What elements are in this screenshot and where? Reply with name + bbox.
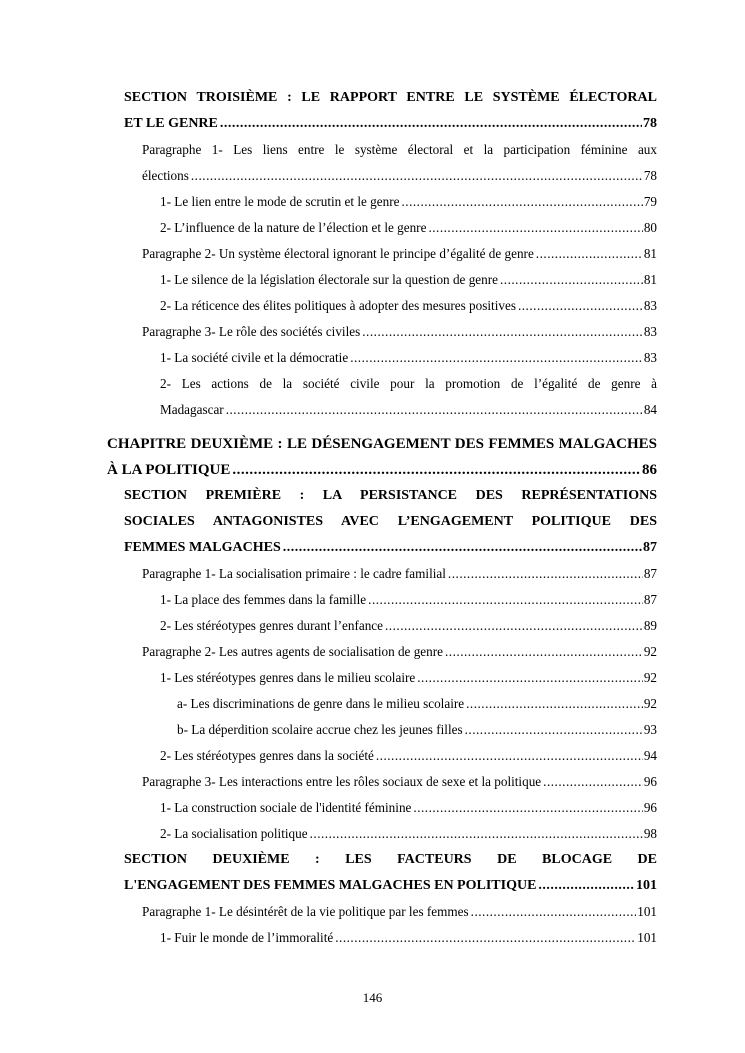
toc-page-number: 78: [643, 168, 657, 183]
toc-page-number: 87: [643, 592, 657, 607]
toc-leader-dots: [310, 821, 643, 847]
toc-subentry[interactable]: [0, 345, 745, 371]
toc-subentry[interactable]: [0, 925, 745, 951]
toc-page-number: 96: [643, 774, 657, 789]
toc-page-number: 87: [643, 566, 657, 581]
toc-page-number: 93: [643, 722, 657, 737]
toc-page-number: 98: [643, 826, 657, 841]
toc-subentry[interactable]: [0, 215, 745, 241]
toc-entry-title: CHAPITRE DEUXIÈME : LE DÉSENGAGEMENT DES FEMMES MALGACHES: [107, 436, 657, 452]
toc-page-number: 83: [643, 324, 657, 339]
toc-page-number: 83: [643, 350, 657, 365]
toc-entry-title: 1- Le lien entre le mode de scrutin et le genre: [160, 194, 400, 209]
toc-page-number: 101: [636, 878, 657, 893]
toc-section-second[interactable]: [0, 847, 745, 899]
toc-leader-dots: [538, 873, 635, 899]
toc-entry-title: Paragraphe 1- Le désintérêt de la vie politique par les femmes: [142, 904, 469, 919]
toc-leader-dots: [283, 535, 642, 561]
toc-leader-dots: [465, 717, 643, 743]
toc-page-number: 86: [642, 462, 657, 478]
toc-entry-title: FEMMES MALGACHES: [124, 540, 281, 555]
toc-entry-title: SECTION DEUXIÈME : LES FACTEURS DE BLOCAGE DE: [124, 852, 657, 867]
toc-paragraph[interactable]: [0, 137, 745, 189]
toc-entry-title: Paragraphe 3- Les interactions entre les rôles sociaux de sexe et la politique: [142, 774, 542, 789]
toc-chapter-second[interactable]: [0, 431, 745, 483]
toc-paragraph[interactable]: [0, 561, 745, 587]
toc-entry-title: SECTION PREMIÈRE : LA PERSISTANCE DES REPRÉSENTATIONS: [124, 488, 657, 503]
toc-subentry[interactable]: [0, 293, 745, 319]
toc-leader-dots: [445, 639, 643, 665]
toc-leader-dots: [471, 899, 637, 925]
toc-page-number: 87: [643, 540, 657, 555]
page-number-footer: 146: [362, 990, 383, 1005]
toc-page-number: 92: [643, 644, 657, 659]
toc-page-number: 79: [643, 194, 657, 209]
toc-subentry[interactable]: [0, 267, 745, 293]
toc-entry-title: Paragraphe 3- Le rôle des sociétés civiles: [142, 324, 361, 339]
toc-leader-dots: [448, 561, 643, 587]
toc-subsubentry[interactable]: [0, 717, 745, 743]
toc-page-number: 101: [637, 930, 657, 945]
toc-leader-dots: [401, 189, 642, 215]
toc-leader-dots: [518, 293, 643, 319]
toc-subentry[interactable]: [0, 613, 745, 639]
toc-page-number: 94: [643, 748, 657, 763]
toc-leader-dots: [500, 267, 643, 293]
toc-leader-dots: [232, 457, 641, 483]
toc-entry-title: ET LE GENRE: [124, 116, 218, 131]
toc-entry-title: 2- Les actions de la société civile pour la promotion de l’égalité de genre à: [160, 376, 657, 391]
toc-leader-dots: [376, 743, 643, 769]
toc-entry-title: SOCIALES ANTAGONISTES AVEC L’ENGAGEMENT POLITIQUE DES: [124, 514, 657, 529]
toc-entry-title: 2- La socialisation politique: [160, 826, 308, 841]
toc-leader-dots: [428, 215, 642, 241]
toc-entry-title: 2- Les stéréotypes genres durant l’enfance: [160, 618, 383, 633]
toc-subentry[interactable]: [0, 189, 745, 215]
toc-leader-dots: [362, 319, 643, 345]
toc-page-number: 81: [643, 272, 657, 287]
toc-entry-title: Paragraphe 2- Un système électoral ignorant le principe d’égalité de genre: [142, 246, 534, 261]
toc-page-number: 78: [643, 116, 657, 131]
toc-subentry[interactable]: [0, 587, 745, 613]
toc-entry-title: Paragraphe 1- Les liens entre le système électoral et la participation féminine aux: [142, 142, 657, 157]
toc-entry-title: a- Les discriminations de genre dans le milieu scolaire: [177, 696, 465, 711]
toc-entry-title: 1- Le silence de la législation électorale sur la question de genre: [160, 272, 498, 287]
toc-section-third[interactable]: [0, 85, 745, 137]
toc-subentry[interactable]: [0, 665, 745, 691]
toc-entry-title: 1- La place des femmes dans la famille: [160, 592, 367, 607]
toc-page-number: 81: [643, 246, 657, 261]
toc-page-number: 96: [643, 800, 657, 815]
toc-entry-title: 2- L’influence de la nature de l’élection et le genre: [160, 220, 427, 235]
toc-section-first[interactable]: [0, 483, 745, 561]
toc-leader-dots: [385, 613, 643, 639]
toc-leader-dots: [191, 163, 643, 189]
toc-entry-title: Paragraphe 1- La socialisation primaire : le cadre familial: [142, 566, 446, 581]
toc-page-number: 101: [637, 904, 657, 919]
toc-paragraph[interactable]: [0, 319, 745, 345]
toc-leader-dots: [220, 111, 642, 137]
toc-entry-title: Madagascar: [160, 402, 224, 417]
toc-paragraph[interactable]: [0, 769, 745, 795]
toc-leader-dots: [466, 691, 643, 717]
toc-entry-title: élections: [142, 168, 189, 183]
toc-entry-title: 1- La construction sociale de l'identité féminine: [160, 800, 412, 815]
toc-leader-dots: [335, 925, 636, 951]
toc-entry-title: 1- Fuir le monde de l’immoralité: [160, 930, 334, 945]
toc-page-number: 89: [643, 618, 657, 633]
toc-entry-title: 2- La réticence des élites politiques à adopter des mesures positives: [160, 298, 516, 313]
toc-entry-title: 2- Les stéréotypes genres dans la société: [160, 748, 374, 763]
toc-entry-title: 1- La société civile et la démocratie: [160, 350, 349, 365]
toc-leader-dots: [413, 795, 642, 821]
toc-leader-dots: [543, 769, 643, 795]
toc-page-number: 84: [643, 402, 657, 417]
toc-leader-dots: [536, 241, 643, 267]
toc-leader-dots: [368, 587, 643, 613]
toc-paragraph[interactable]: [0, 639, 745, 665]
toc-entry-title: SECTION TROISIÈME : LE RAPPORT ENTRE LE SYSTÈME ÉLECTORAL: [124, 90, 657, 105]
toc-page-number: 83: [643, 298, 657, 313]
toc-subentry[interactable]: [0, 821, 745, 847]
toc-paragraph[interactable]: [0, 241, 745, 267]
toc-subentry[interactable]: [0, 371, 745, 423]
toc-subentry[interactable]: [0, 795, 745, 821]
toc-entry-title: 1- Les stéréotypes genres dans le milieu scolaire: [160, 670, 416, 685]
toc-page-number: 92: [643, 696, 657, 711]
toc-page-number: 92: [643, 670, 657, 685]
toc-subsubentry[interactable]: [0, 691, 745, 717]
toc-entry-title: L'ENGAGEMENT DES FEMMES MALGACHES EN POLITIQUE: [124, 878, 537, 893]
toc-subentry[interactable]: [0, 743, 745, 769]
toc-entry-title: b- La déperdition scolaire accrue chez les jeunes filles: [177, 722, 463, 737]
toc-paragraph[interactable]: [0, 899, 745, 925]
toc-leader-dots: [417, 665, 643, 691]
toc-entry-title: À LA POLITIQUE: [107, 462, 231, 478]
toc-leader-dots: [350, 345, 643, 371]
table-of-contents: [0, 85, 745, 951]
toc-entry-title: Paragraphe 2- Les autres agents de socialisation de genre: [142, 644, 443, 659]
toc-page-number: 80: [643, 220, 657, 235]
toc-leader-dots: [226, 397, 643, 423]
